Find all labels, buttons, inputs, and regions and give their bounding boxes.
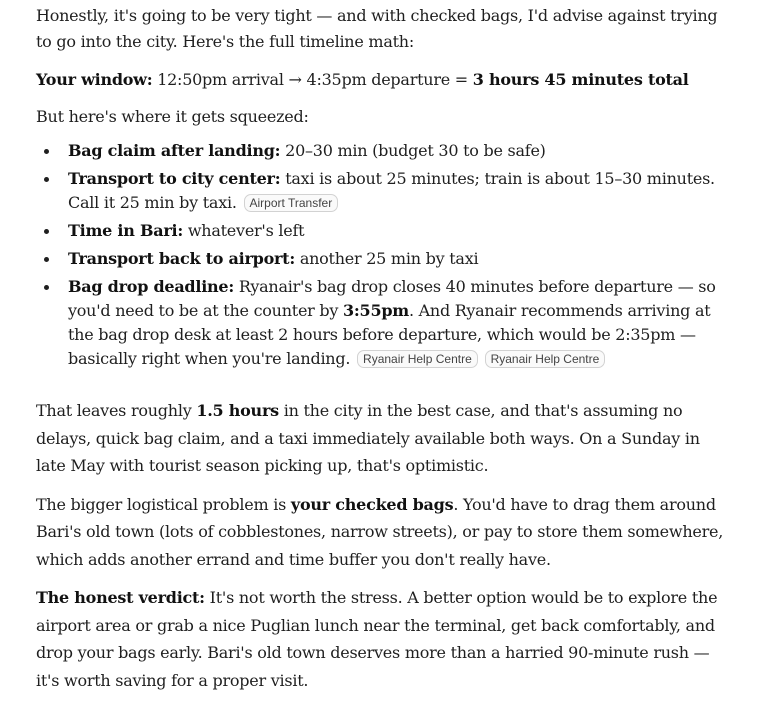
list-item-bag-claim	[68, 139, 726, 163]
bag-drop-time: 3:55pm	[343, 301, 409, 320]
bullet-text: . And Ryanair recommends arriving at the bag drop desk at least 2 hours before departure, which would be 2:35pm — basically right when you're landing.	[68, 301, 711, 368]
bullet-label: Time in Bari:	[68, 221, 183, 240]
verdict-label: The honest verdict:	[36, 588, 205, 607]
bullet-label: Bag drop deadline:	[68, 277, 234, 296]
bullet-label: Transport back to airport:	[68, 249, 295, 268]
bullet-text: taxi is about 25 minutes; train is about 15–30 minutes. Call it 25 min by taxi.	[68, 169, 715, 212]
citation-chip-ryanair-help-centre-2[interactable]: Ryanair Help Centre	[485, 350, 606, 368]
intro-paragraph: Honestly, it's going to be very tight — and with checked bags, I'd advise against trying to go into the city. Here's the full timeline math:	[36, 6, 718, 51]
paragraph-text: The bigger logistical problem is	[36, 494, 291, 514]
list-item-transport-to-city	[68, 167, 726, 215]
paragraph-text: It's not worth the stress. A better option would be to explore the airport area or grab a nice Puglian lunch near the terminal, get back comfortably, and drop your bags early. Bari's old town deserves more than a harried 90-minute rush — it's worth saving for a proper visit.	[36, 588, 718, 690]
citation-chip-ryanair-help-centre[interactable]: Ryanair Help Centre	[357, 350, 478, 368]
paragraph-text: in the city in the best case, and that's assuming no delays, quick bag claim, and a taxi immediately available both ways. On a Sunday in late May with tourist season picking up, that's optimistic.	[36, 401, 700, 475]
squeeze-intro-paragraph: But here's where it gets squeezed:	[36, 107, 309, 126]
time-left-paragraph	[36, 397, 726, 480]
window-total: 3 hours 45 minutes total	[472, 70, 689, 89]
bullet-label: Transport to city center:	[68, 169, 281, 188]
paragraph-text: That leaves roughly	[36, 401, 197, 420]
timeline-list-wrapper	[36, 139, 726, 371]
time-window-paragraph	[36, 67, 726, 93]
bullet-label: Bag claim after landing:	[68, 141, 281, 160]
checked-bags-paragraph	[36, 491, 726, 574]
list-item-transport-back	[68, 247, 726, 271]
verdict-paragraph	[36, 584, 726, 694]
bullet-text: whatever's left	[183, 221, 305, 240]
list-item-time-in-bari	[68, 219, 726, 243]
bullet-text: 20–30 min (budget 30 to be safe)	[280, 141, 546, 160]
window-label: Your window:	[36, 70, 153, 89]
bullet-text: Ryanair's bag drop closes 40 minutes before departure — so you'd need to be at the counter by	[68, 277, 716, 320]
checked-bags-emphasis: your checked bags	[290, 494, 454, 514]
citation-chip-airport-transfer[interactable]: Airport Transfer	[244, 194, 339, 212]
assistant-message	[36, 3, 726, 705]
time-left-value: 1.5 hours	[196, 401, 279, 420]
list-item-bag-drop-deadline	[68, 275, 726, 371]
paragraph-text: . You'd have to drag them around Bari's old town (lots of cobblestones, narrow streets), or pay to store them somewhere, which adds another errand and time buffer you don't really have.	[36, 494, 724, 569]
timeline-list	[36, 139, 726, 371]
window-text: 12:50pm arrival → 4:35pm departure =	[152, 70, 473, 89]
bullet-text: another 25 min by taxi	[294, 249, 479, 268]
